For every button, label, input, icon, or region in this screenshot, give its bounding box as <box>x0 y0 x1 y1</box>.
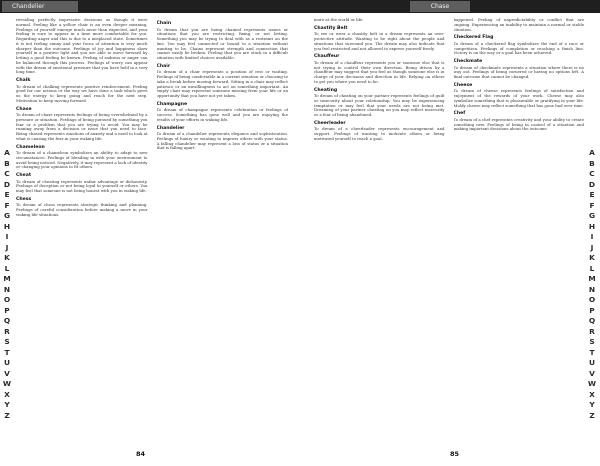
index-letter: P <box>589 305 595 315</box>
index-letter: U <box>3 358 10 367</box>
entry-heading: Chair <box>156 63 171 69</box>
entry-text: To dream that you are being chained represents issues or situations that you are restricting, fixing, or not letting. Something you may be trying to deal with as a restraint on the line. You may feel connected or bound to a situation without wanting to be. Chains represent strength and connection that cannot easily be broken. Feeling that you are stuck in a difficult situation with limited choices available. <box>156 26 288 60</box>
index-letter: Z <box>589 410 595 420</box>
index-letter: A <box>4 148 10 157</box>
index-letter: W <box>587 379 597 388</box>
entry-heading: Chalk <box>16 78 31 83</box>
header-band <box>300 0 600 13</box>
text-column <box>16 18 148 440</box>
entry-heading: Checkmate <box>453 59 483 64</box>
index-letter: Y <box>589 400 595 409</box>
index-letter: L <box>589 263 595 273</box>
index-letter: W <box>2 379 12 388</box>
index-letter: A <box>589 148 595 157</box>
entry-text: To dream of a chameleon symbolizes an ability to adapt to new circumstances. Feelings of blending in with your environment to avoid being noticed. Negatively, it may represent a lack of identity or changing your opinions to fit others. <box>16 150 148 170</box>
index-letter: G <box>588 211 596 220</box>
entry-text: To dream of chalking represents positive reinforcement. Feeling good for our actions or the way we have done a task which gives us the energy to keep going and reach for the next step. Motivation to keep moving forward. <box>16 83 148 103</box>
right-page <box>300 0 600 466</box>
header-tab: Chase <box>410 1 470 12</box>
entry-text: happened. Feeling of unpredictability or conflict that are ongoing. Experiencing an inability to maintain a normal or stable situation. <box>453 18 584 32</box>
index-letter: S <box>589 337 595 346</box>
entry-heading: Cheating <box>314 87 338 93</box>
entry-text: To dream of cheese represents feelings of satisfaction and enjoyment of the rewards of your work. Cheese may also symbolize something that is pleasurable or gratifying in your life. Moldy cheese may reflect something that has gone bad over time. <box>453 88 584 108</box>
index-letter: O <box>3 295 11 304</box>
index-letter: X <box>4 389 10 399</box>
entry-heading: Chase <box>16 106 32 112</box>
index-letter: E <box>589 190 595 199</box>
index-letter: R <box>4 326 10 336</box>
text-columns <box>16 18 288 440</box>
entry-heading: Cheerleader <box>314 120 346 126</box>
index-letter: S <box>4 337 10 346</box>
index-letter: C <box>589 169 595 178</box>
entry-text: To dream of checkmate represents a situation where there is no way out. Feelings of being cornered or having no options left. A final outcome that cannot be changed. <box>453 64 584 79</box>
index-letter: Q <box>588 316 596 325</box>
index-letter: K <box>589 253 595 262</box>
entry-text: To see or wear a chastity belt in a dream represents an over-protective attitude. Wanting to be right about the people and situations that surround you. The dream may also indicate that you feel restricted and not allowed to express yourself freely. <box>314 31 445 51</box>
entry-text: To dream of a cheerleader represents encouragement and support. Feelings of wanting to motivate others or being motivated yourself to reach a goal. <box>314 126 445 141</box>
entry-heading: Champagne <box>156 101 188 107</box>
entry-heading: Chain <box>156 21 172 26</box>
entry-text: To dream of cheating represents unfair advantage or dishonesty. Feelings of deception or not being loyal to yourself or others. You may feel that someone is not being honest with you in waking life. <box>16 178 148 193</box>
index-letter: I <box>5 232 9 241</box>
entry-heading: Chauffeur <box>314 54 340 60</box>
index-letter: C <box>4 169 10 178</box>
entry-text: revealing perfectly impressive decisions as though it were normal. Feeling like a yellow chair is an even deeper meaning. Feelings of yourself emerge much more than expected, and your feeling is sure to appear in a time more comfortable for you. Regarding anger and this is due to a misplaced state. Sometimes it is not feeling sunny and your focus of attention is very much sharper than the outcome. Feelings of joy and happiness show yourself in a positive light and you are able to move forward by letting a good feeling be known. Feeling of sadness or anger can be balanced through this process. Feelings of worry can appear with the dream of emotional pressure that you have held in a very long time. <box>16 18 148 75</box>
index-letter: V <box>4 368 10 378</box>
index-letter: Q <box>3 316 11 325</box>
entry-heading: Cheese <box>453 82 473 88</box>
index-letter: R <box>589 326 595 336</box>
index-letter: T <box>4 347 10 357</box>
text-column <box>454 18 585 440</box>
index-letter: Y <box>4 400 10 409</box>
entry-text: To dream of champagne represents celebration or feelings of success. Something has gone well and you are enjoying the results of your efforts in waking life. <box>156 107 288 122</box>
text-columns <box>314 18 584 440</box>
index-letter: J <box>5 242 9 252</box>
index-letter: B <box>4 158 10 168</box>
index-letter: N <box>588 284 596 294</box>
entry-heading: Checkered Flag <box>453 35 494 41</box>
index-letter: H <box>3 221 11 231</box>
entry-heading: Chess <box>16 196 32 202</box>
index-letter: H <box>588 221 596 231</box>
text-column <box>157 18 289 440</box>
index-letter: G <box>3 211 11 220</box>
entry-text: To dream of a chair represents a position of rest or waiting. Feelings of being comfortable in a current situation or choosing to take a break before moving forward. Sitting in a chair may reflect patience or an unwillingness to act on something important. An empty chair may represent someone missing from your life or an opportunity that you have not yet taken. <box>156 69 288 98</box>
entry-heading: Chastity Belt <box>314 25 348 31</box>
index-letter: V <box>589 368 595 378</box>
index-letter: K <box>4 253 10 262</box>
index-letter: N <box>3 284 11 294</box>
index-letter: B <box>589 158 595 168</box>
index-letter: Z <box>4 410 10 420</box>
index-letter: D <box>588 179 596 189</box>
entry-text: To dream of chase represents feelings of being overwhelmed by a pressure or situation. Feelings of being pursued by something you fear or a problem that you are trying to avoid. You may be running away from a decision or issue that you need to face. Being chased represents emotions of anxiety and a need to look at what is causing the fear in your waking life. <box>16 112 148 141</box>
entry-text: To dream of a chandelier represents elegance and sophistication. Feelings of luxury or wanting to impress others with your status. A falling chandelier may represent a loss of status or a situation that is falling apart. <box>156 131 288 151</box>
index-letter: D <box>3 179 11 189</box>
index-letter: F <box>589 200 595 210</box>
entry-text: To dream of a chauffeur represents you or someone else that is not trying to control their own direction. Being driven by a chauffeur may suggest that you feel as though someone else is in charge of your decisions and direction in life. Relying on others to get you where you need to be. <box>314 59 445 84</box>
index-letter: P <box>4 305 10 315</box>
header-tab: Chandelier <box>2 1 78 12</box>
index-letter: T <box>589 347 595 357</box>
alphabet-index <box>1 148 13 421</box>
index-letter: I <box>590 232 594 241</box>
entry-heading: Chameleon <box>16 144 45 150</box>
index-letter: F <box>4 200 10 210</box>
index-letter: M <box>3 274 11 283</box>
index-letter: J <box>590 242 594 252</box>
entry-heading: Chandelier <box>156 125 185 131</box>
entry-text: To dream of a chef represents creativity and your ability to create something new. Feelings of being in control of a situation and making important decisions about the outcome. <box>453 116 584 132</box>
page-number: 84 <box>136 450 146 458</box>
entry-text: To dream of cheating on your partner represents feelings of guilt or insecurity about your relationship. You may be experiencing temptation or may feel that your needs are not being met. Dreaming of your partner cheating on you may reflect insecurity or a fear of being abandoned. <box>314 93 445 117</box>
entry-text: To dream of chess represents strategic thinking and planning. Feelings of careful consideration before making a move in your waking life situations. <box>16 202 148 217</box>
text-column <box>314 18 445 440</box>
index-letter: O <box>588 295 596 304</box>
index-letter: X <box>589 389 595 399</box>
index-letter: E <box>4 190 10 199</box>
entry-text: To dream of a checkered flag symbolizes the end of a race or competition. Feelings of completion or reaching a finish line. Victory is on the way or a goal has been achieved. <box>453 40 584 56</box>
entry-heading: Chef <box>453 111 466 117</box>
header-band <box>0 0 300 13</box>
entry-heading: Cheat <box>16 173 32 178</box>
alphabet-index <box>586 148 598 421</box>
index-letter: L <box>4 263 10 273</box>
page-number: 85 <box>450 450 460 458</box>
index-letter: M <box>588 274 596 283</box>
entry-text: more at the world or life. <box>314 18 364 22</box>
index-letter: U <box>588 358 595 367</box>
